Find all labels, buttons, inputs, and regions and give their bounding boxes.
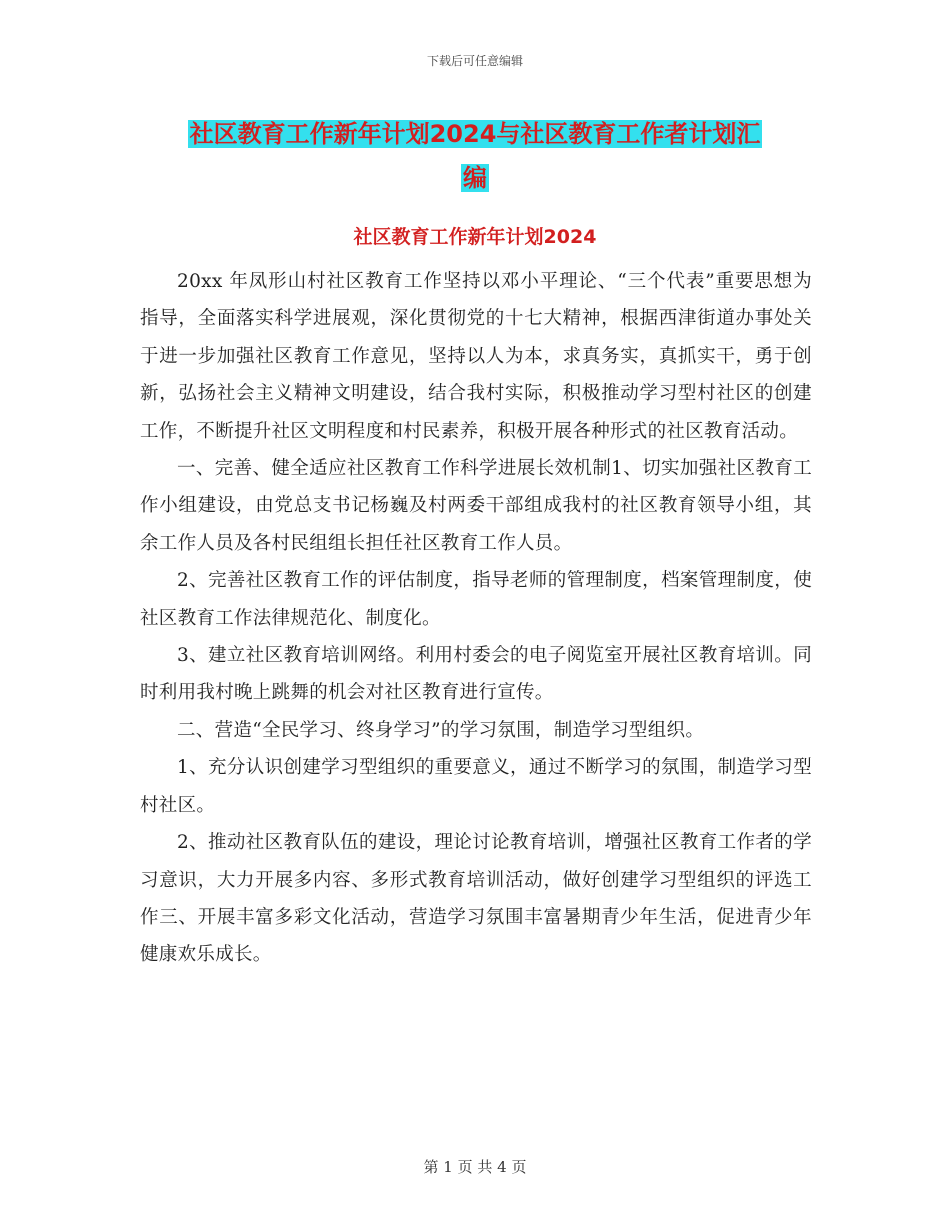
- paragraph: 2、推动社区教育队伍的建设，理论讨论教育培训，增强社区教育工作者的学习意识，大力开展多内容、多形式教育培训活动，做好创建学习型组织的评选工作三、开展丰富多彩文化活动，营造学习氛围丰富暑期青少年生活，促进青少年健康欢乐成长。: [140, 832, 812, 966]
- section-title: 社区教育工作新年计划2024: [353, 226, 597, 248]
- document-title: [140, 112, 810, 200]
- paragraph: 二、营造“全民学习、终身学习”的学习氛围，制造学习型组织。: [177, 719, 705, 741]
- paragraph: 1、充分认识创建学习型组织的重要意义，通过不断学习的氛围，制造学习型村社区。: [140, 757, 812, 816]
- paragraph: 2、完善社区教育工作的评估制度，指导老师的管理制度，档案管理制度，使社区教育工作法律规范化、制度化。: [140, 570, 812, 629]
- document-title-line-1: 社区教育工作新年计划2024与社区教育工作者计划汇: [189, 120, 761, 148]
- paragraph: 20xx 年凤形山村社区教育工作坚持以邓小平理论、“三个代表”重要思想为指导，全面落实科学进展观，深化贯彻党的十七大精神，根据西津街道办事处关于进一步加强社区教育工作意见，坚持以人为本，求真务实，真抓实干，勇于创新，弘扬社会主义精神文明建设，结合我村实际，积极推动学习型村社区的创建工作，不断提升社区文明程度和村民素养，积极开展各种形式的社区教育活动。: [140, 271, 812, 442]
- document-title-line-2: 编: [463, 164, 487, 192]
- paragraph: 3、建立社区教育培训网络。利用村委会的电子阅览室开展社区教育培训。同时利用我村晚上跳舞的机会对社区教育进行宣传。: [140, 645, 812, 704]
- page-footer: 第 1 页 共 4 页: [423, 1158, 527, 1176]
- document-body: [140, 263, 812, 974]
- header-note: 下载后可任意编辑: [426, 54, 523, 68]
- paragraph: 一、完善、健全适应社区教育工作科学进展长效机制1、切实加强社区教育工作小组建设，由党总支书记杨巍及村两委干部组成我村的社区教育领导小组，其余工作人员及各村民组组长担任社区教育工作人员。: [140, 458, 812, 554]
